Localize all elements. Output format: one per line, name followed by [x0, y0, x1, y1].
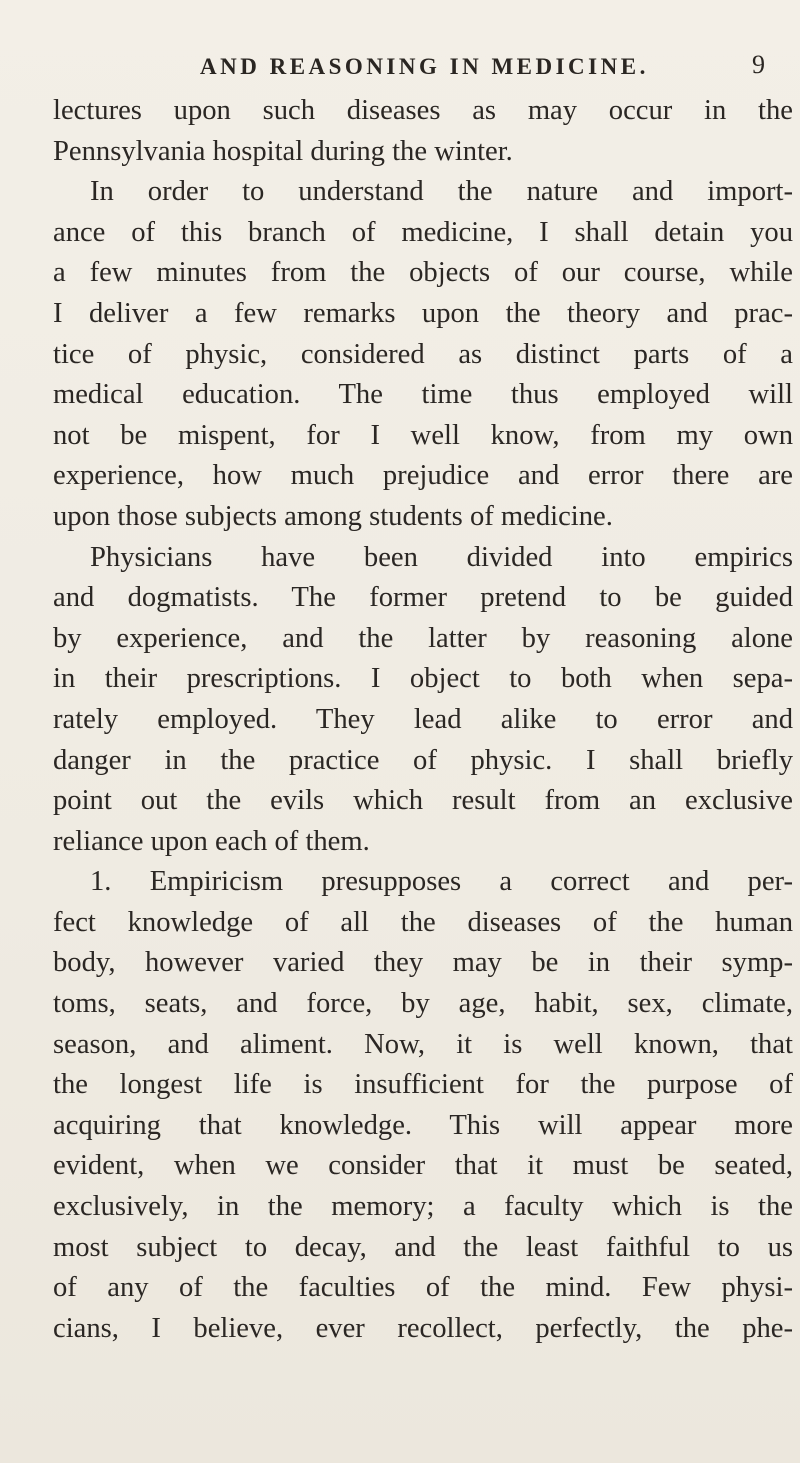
text-line: the longest life is insufficient for the purpose of — [53, 1069, 793, 1101]
page-number: 9 — [752, 50, 765, 79]
text-line: of any of the faculties of the mind. Few physi- — [53, 1272, 793, 1304]
text-line: Physicians have been divided into empirics — [90, 541, 793, 573]
text-line: lectures upon such diseases as may occur in the — [53, 95, 793, 126]
text-line: ance of this branch of medicine, I shall detain you — [53, 216, 793, 248]
text-line: danger in the practice of physic. I shall briefly — [53, 744, 793, 776]
text-line: a few minutes from the objects of our course, while — [53, 257, 793, 289]
text-line: experience, how much prejudice and error there are — [53, 460, 793, 492]
text-line: In order to understand the nature and import- — [90, 176, 793, 208]
body-text — [53, 91, 793, 1349]
text-line: reliance upon each of them. — [53, 825, 370, 857]
text-line: medical education. The time thus employed will — [53, 379, 793, 411]
text-line: by experience, and the latter by reasoning alone — [53, 622, 793, 654]
text-line: I deliver a few remarks upon the theory and prac- — [53, 297, 793, 329]
text-line: toms, seats, and force, by age, habit, sex, climate, — [53, 988, 793, 1020]
text-line: acquiring that knowledge. This will appear more — [53, 1109, 793, 1141]
text-line: point out the evils which result from an exclusive — [53, 785, 793, 817]
text-line: evident, when we consider that it must be seated, — [53, 1150, 793, 1182]
text-line: not be mispent, for I well know, from my own — [53, 419, 793, 451]
text-line: and dogmatists. The former pretend to be guided — [53, 582, 793, 614]
text-line: cians, I believe, ever recollect, perfectly, the phe- — [53, 1312, 793, 1344]
text-line: in their prescriptions. I object to both when sepa- — [53, 663, 793, 695]
running-head: AND REASONING IN MEDICINE. — [200, 54, 649, 79]
text-line: Pennsylvania hospital during the winter. — [53, 135, 513, 167]
text-line: tice of physic, considered as distinct parts of a — [53, 338, 793, 370]
text-line: season, and aliment. Now, it is well known, that — [53, 1028, 793, 1060]
text-line: 1. Empiricism presupposes a correct and per- — [90, 866, 793, 898]
text-line: most subject to decay, and the least faithful to us — [53, 1231, 793, 1263]
text-line: body, however varied they may be in their symp- — [53, 947, 793, 979]
text-line: exclusively, in the memory; a faculty which is the — [53, 1191, 793, 1223]
text-line: fect knowledge of all the diseases of the human — [53, 906, 793, 938]
text-line: rately employed. They lead alike to error and — [53, 703, 793, 735]
text-line: upon those subjects among students of medicine. — [53, 500, 613, 532]
